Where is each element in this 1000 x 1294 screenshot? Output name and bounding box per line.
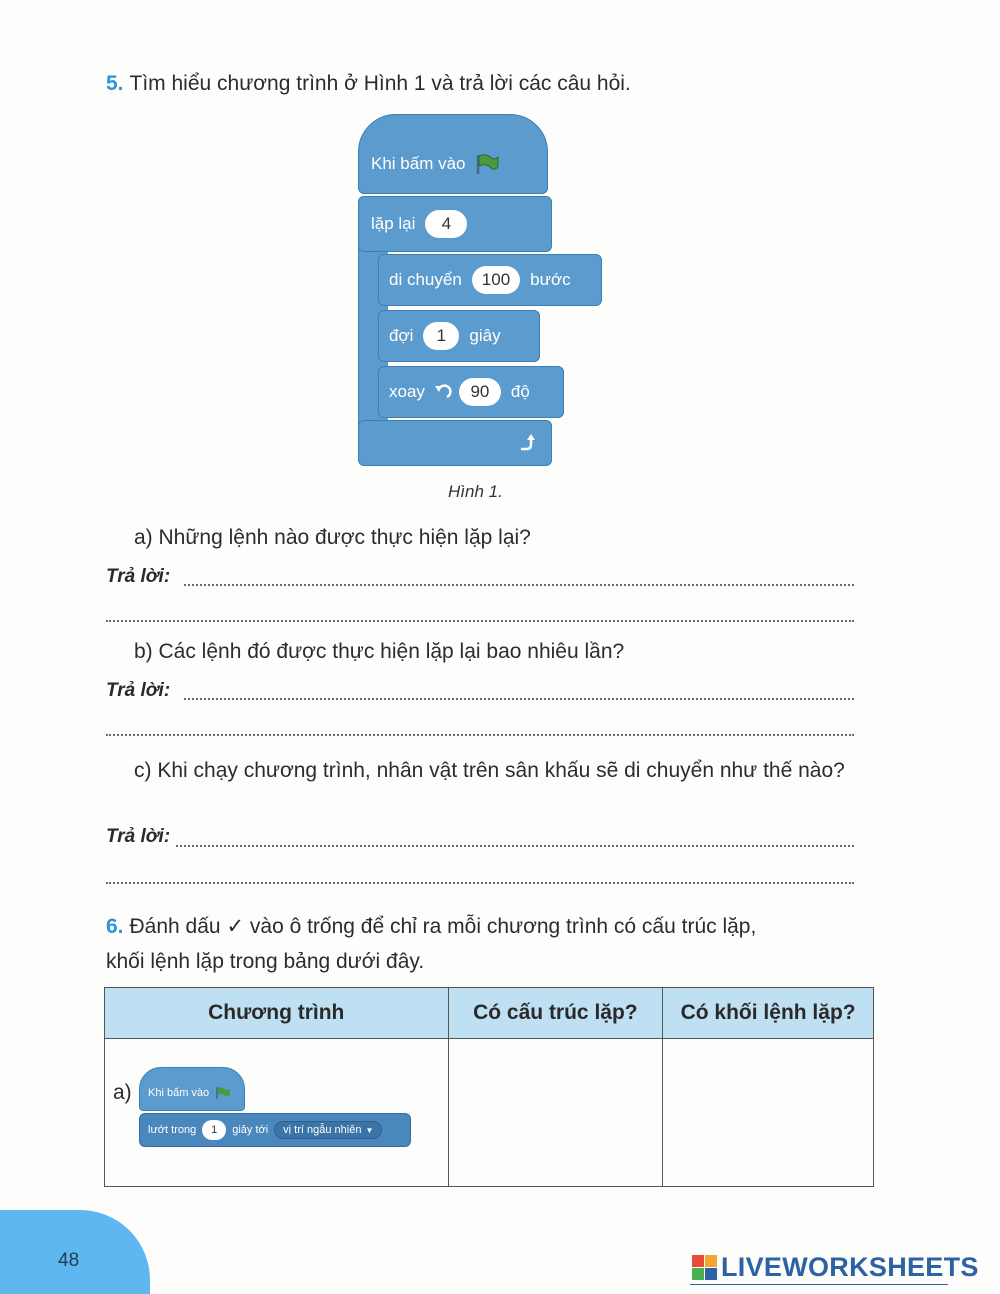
mini-glide-seconds-input: 1 bbox=[202, 1120, 226, 1140]
move-steps-input: 100 bbox=[472, 266, 520, 294]
answer-line-b-1[interactable] bbox=[184, 698, 854, 700]
table-row bbox=[105, 1039, 874, 1187]
dropdown-caret-icon: ▼ bbox=[365, 1125, 374, 1135]
rotate-left-icon bbox=[433, 382, 453, 402]
move-label: di chuyển bbox=[389, 270, 462, 289]
logo-underline bbox=[690, 1284, 948, 1285]
answer-line-a-1[interactable] bbox=[184, 584, 854, 586]
question-5-text: Tìm hiểu chương trình ở Hình 1 và trả lời các câu hỏi. bbox=[129, 72, 631, 95]
loop-arrow-icon bbox=[517, 434, 535, 452]
mini-green-flag-icon bbox=[215, 1086, 231, 1100]
wait-seconds-input: 1 bbox=[423, 322, 459, 350]
repeat-block-label: lặp lại bbox=[371, 214, 416, 233]
question-6-table bbox=[104, 987, 874, 1187]
wait-block bbox=[378, 310, 540, 362]
check-mark-icon: ✓ bbox=[226, 915, 245, 938]
table-header-program: Chương trình bbox=[105, 988, 449, 1039]
sub-question-b: b) Các lệnh đó được thực hiện lặp lại bao nhiêu lần? bbox=[134, 640, 625, 663]
answer-label-b: Trả lời: bbox=[106, 680, 171, 701]
question-6-title bbox=[106, 914, 756, 939]
green-flag-icon bbox=[474, 153, 500, 175]
hat-block-when-flag-clicked bbox=[358, 114, 548, 194]
figure-1-caption: Hình 1. bbox=[448, 482, 503, 501]
sub-question-c: c) Khi chạy chương trình, nhân vật trên sân khấu sẽ di chuyển như thế nào? bbox=[134, 759, 845, 782]
answer-label-a: Trả lời: bbox=[106, 566, 171, 587]
page-number: 48 bbox=[58, 1250, 80, 1271]
mini-hat-block bbox=[139, 1067, 245, 1111]
question-5-number: 5. bbox=[106, 72, 124, 95]
answer-line-c-2[interactable] bbox=[106, 882, 854, 884]
answer-line-b-2[interactable] bbox=[106, 734, 854, 736]
mini-glide-target-label: vị trí ngẫu nhiên bbox=[283, 1124, 362, 1136]
mini-glide-unit: giây tới bbox=[232, 1124, 269, 1136]
wait-label: đợi bbox=[389, 326, 414, 345]
check-cell-loop-structure-a[interactable] bbox=[448, 1039, 663, 1187]
turn-label: xoay bbox=[389, 382, 425, 401]
answer-line-a-2[interactable] bbox=[106, 620, 854, 622]
sub-question-a: a) Những lệnh nào được thực hiện lặp lại? bbox=[134, 526, 531, 549]
row-label-a: a) bbox=[113, 1081, 132, 1104]
answer-label-c: Trả lời: bbox=[106, 826, 171, 847]
move-unit: bước bbox=[530, 270, 571, 289]
answer-line-c-1[interactable] bbox=[176, 845, 854, 847]
table-header-has-loop-structure: Có cấu trúc lặp? bbox=[448, 988, 663, 1039]
program-cell-a bbox=[105, 1039, 449, 1187]
wait-unit: giây bbox=[469, 326, 501, 345]
liveworksheets-logo-icon bbox=[692, 1255, 717, 1280]
hat-block-label: Khi bấm vào bbox=[371, 154, 466, 173]
mini-glide-target-dropdown bbox=[274, 1121, 382, 1139]
turn-left-block bbox=[378, 366, 564, 418]
question-6-text-part2: vào ô trống để chỉ ra mỗi chương trình có cấu trúc lặp, bbox=[249, 915, 757, 938]
move-steps-block bbox=[378, 254, 602, 306]
mini-hat-label: Khi bấm vào bbox=[148, 1087, 210, 1099]
table-header-has-loop-block: Có khối lệnh lặp? bbox=[663, 988, 874, 1039]
question-6-text-line2: khối lệnh lặp trong bảng dưới đây. bbox=[106, 950, 425, 973]
question-5-title bbox=[106, 72, 631, 96]
mini-glide-label: lướt trong bbox=[148, 1124, 197, 1136]
liveworksheets-logo[interactable] bbox=[692, 1252, 979, 1283]
repeat-count-input: 4 bbox=[425, 210, 467, 238]
repeat-block-footer bbox=[358, 420, 552, 466]
question-6-number: 6. bbox=[106, 915, 124, 938]
liveworksheets-logo-text: LIVEWORKSHEETS bbox=[721, 1252, 979, 1282]
check-cell-loop-block-a[interactable] bbox=[663, 1039, 874, 1187]
turn-degrees-input: 90 bbox=[459, 378, 501, 406]
question-6-text-part1: Đánh dấu bbox=[129, 915, 221, 938]
turn-unit: độ bbox=[510, 382, 530, 401]
mini-glide-block bbox=[139, 1113, 411, 1147]
repeat-block bbox=[358, 196, 552, 252]
